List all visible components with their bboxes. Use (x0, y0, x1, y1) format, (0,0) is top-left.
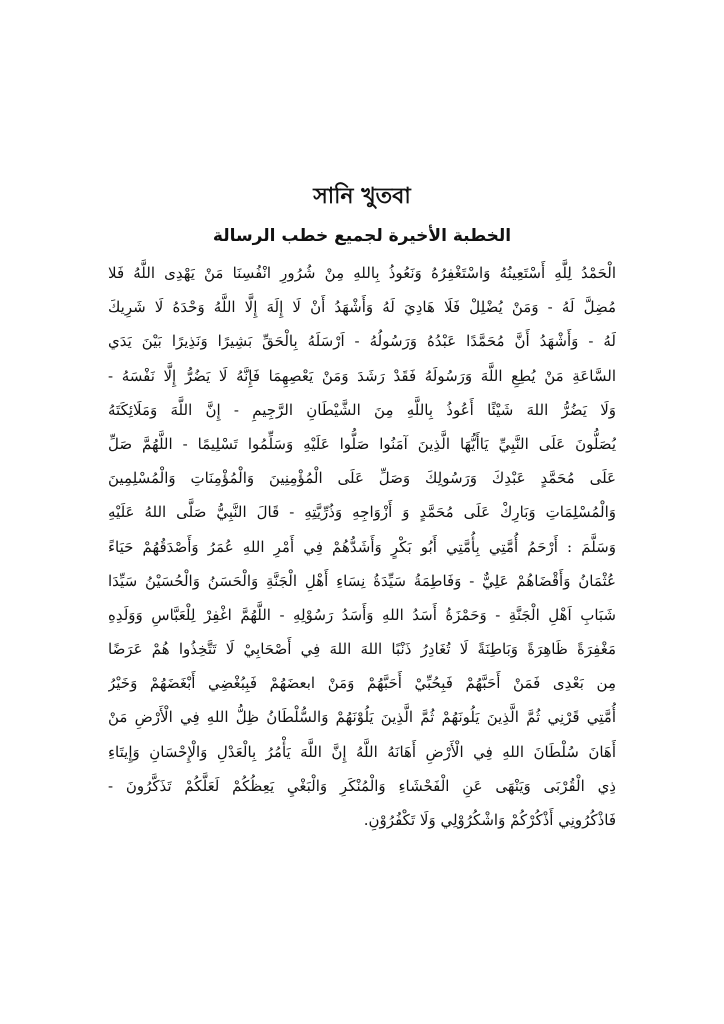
text-line: عَلَى مُحَمَّدٍ عَبْدِكَ وَرَسُولِكَ وَصَلِّ عَلَى الْمُؤْمِنِينَ وَالْمُؤْمِنَاتِ وَالْمُسْلِمِينَ (108, 469, 616, 488)
text-line: عُثْمَانُ وَأَقْضَاهُمْ عَلِيٌّ - وَفَاطِمَةُ سَيِّدَةُ نِسَاءِ أَهْلِ الْجَنَّةِ وَالْحَسَنُ وَالْحُسَيْنُ سَيِّدَا (108, 571, 616, 590)
text-line: يُصَلُّونَ عَلَى النَّبِيِّ يَاأَيُّهَا الَّذِينَ آمَنُوا صَلُّوا عَلَيْهِ وَسَلِّمُوا تَسْلِيمًا - اللَّهُمَّ صَلِّ (108, 434, 616, 453)
text-line: السَّاعَةِ مَنْ يُطِعِ اللَّهَ وَرَسُولَهُ فَقَدْ رَشَدَ وَمَنْ يَعْصِهِمَا فَإِنَّهُ لَا يَضُرُّ إِلَّا نَفْسَهُ - (108, 366, 616, 385)
text-line: أَهَانَ سُلْطَانَ اللهِ فِي الْأَرْضِ أَهَانَهُ اللَّهُ إِنَّ اللَّهَ يَأْمُرُ بِالْعَدْلِ وَالْإِحْسَانِ وَإِيتَاءِ (108, 742, 616, 761)
text-line: وَالْمُسْلِمَاتِ وَبَارِكْ عَلَى مُحَمَّدٍ وَ أَزْوَاجِهِ وَذُرِّيَّتِهِ - قَالَ النَّبِيُّ صَلَّى اللهُ عَلَيْهِ (108, 503, 616, 522)
page-subtitle: الخطبة الأخيرة لجميع خطب الرسالة (212, 226, 512, 246)
text-line: مُضِلَّ لَهُ - وَمَنْ يُضْلِلْ فَلَا هَادِيَ لَهُ وَأَشْهَدُ أَنْ لَا إِلَهَ إِلَّا اللَّهُ وَحْدَهُ لَا شَرِيكَ (108, 298, 616, 317)
text-line: مِن بَعْدِى فَمَنْ أَحَبَّهُمْ فَبِحُبِّيْ أَحَبَّهُمْ وَمَنْ ابعضَهُمْ فَبِبُغْضِي أَبْغَضَهُمْ وَخَيْرُ (108, 674, 616, 693)
text-line: فَاذْكُرُونِي أَذْكُرْكُمْ وَاشْكُرُوْلِي وَلَا تَكْفُرُوْنِ. (363, 811, 616, 829)
text-line: الْحَمْدُ لِلَّهِ أَسْتَعِينُهُ وَاسْتَغْفِرُهُ وَنَعُوذُ بِاللهِ مِنْ شُرُورِ انْفُسِنَا مَنْ يَهْدِى اللَّهُ فَلا (108, 264, 616, 282)
text-line: شَبَابِ اَهْلِ الْجَنَّةِ - وَحَمْزَةُ أَسَدُ اللهِ وَأَسَدُ رَسُوْلِهِ - اللَّهُمَّ اغْفِرْ لِلْعَبَّاسِ وَوَلَدِهِ (108, 605, 616, 624)
text-line: وَلَا يَضُرُّ اللهَ شَيْئًا أَعُوذُ بِاللَّهِ مِنَ الشَّيْطَانِ الرَّجِيمِ - إِنَّ اللَّهَ وَمَلَائِكَتَهُ (108, 400, 616, 419)
text-line: مَغْفِرَةً ظَاهِرَةً وَبَاطِنَةً لَا تُغَادِرُ ذَنْبًا اللهَ اللهَ فِي أَصْحَابِيْ لَا تَتَّخِذُوا هُمْ عَرَضًا (108, 640, 616, 659)
text-line: أُمَّتِي قَرْنِي ثُمَّ الَّذِينَ يَلُونَهُمْ ثُمَّ الَّذِينَ يَلُوْنَهُمْ وَالسُّلْطَانُ ظِلُّ اللهِ فِي الْأَرْضِ مَنْ (108, 708, 616, 727)
text-line: ذِي الْقُرْبَى وَيَنْهَى عَنِ الْفَحْشَاءِ وَالْمُنْكَرِ وَالْبَغْيِ يَعِظُكُمْ لَعَلَّكُمْ تَذَكَّرُونَ - (108, 776, 616, 795)
sermon-text (108, 256, 616, 837)
text-line: وَسَلَّمَ : أَرْحَمُ أُمَّتِي بِأُمَّتِي أَبُو بَكْرٍ وَأَشَدُّهُمْ فِي أَمْرِ اللهِ عُمَرُ وَأَصْدَقُهُمْ حَيَاءً (108, 537, 616, 556)
text-line: لَهُ - وَأَشْهَدُ أَنَّ مُحَمَّدًا عَبْدُهُ وَرَسُولُهُ - اَرْسَلَهُ بِالْحَقِّ بَشِيرًا وَنَذِيرًا بَيْنَ يَدَي (108, 332, 616, 351)
page-title: সানি খুতবা (313, 184, 411, 209)
